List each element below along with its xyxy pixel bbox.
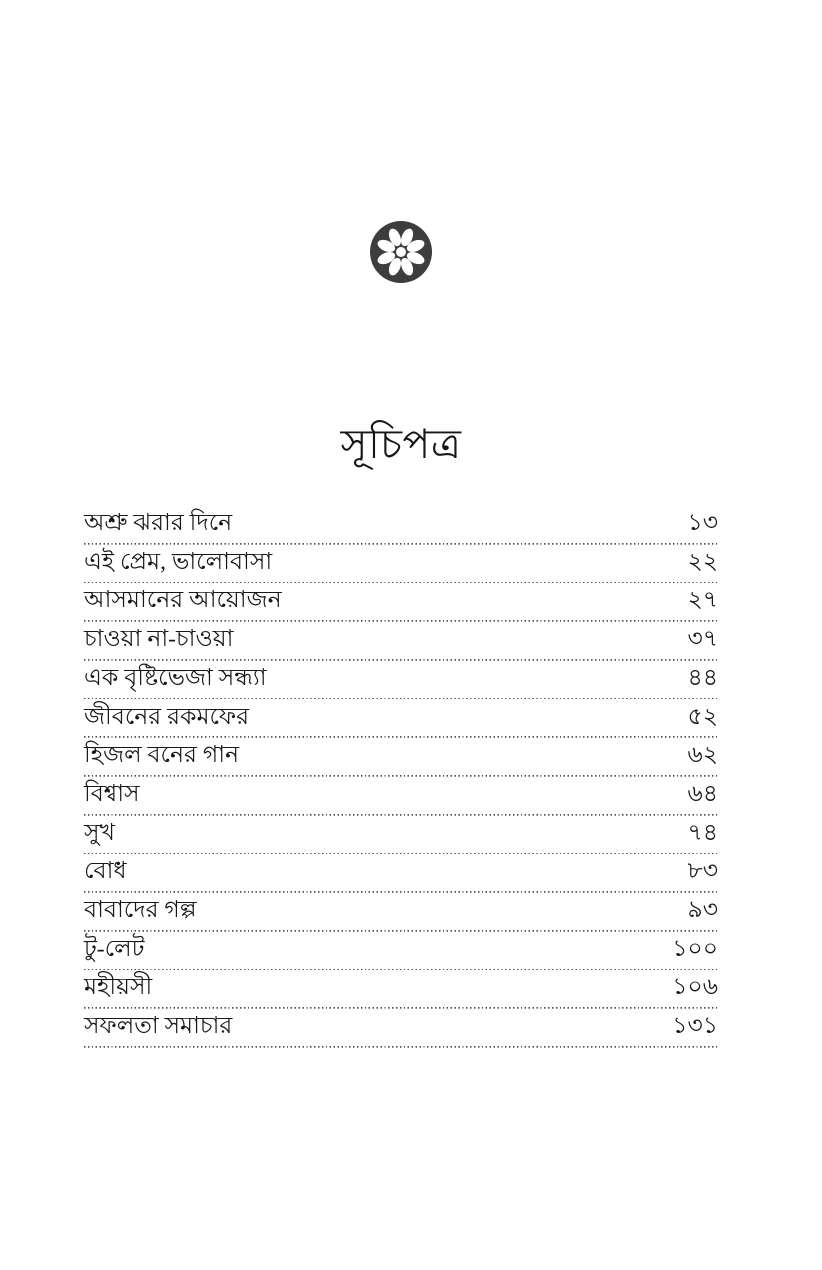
toc-row	[84, 545, 718, 584]
toc-entry-title: অশ্রু ঝরার দিনে	[84, 510, 233, 537]
toc-entry-page-number: ২৭	[687, 587, 718, 614]
toc-row	[84, 777, 718, 816]
toc-entry-page-number: ১০০	[672, 935, 718, 962]
toc-entry-title: চাওয়া না-চাওয়া	[84, 626, 234, 653]
toc-entry-title: বাবাদের গল্প	[84, 896, 197, 923]
toc-entry-page-number: ৩৭	[687, 626, 718, 653]
toc-row	[84, 738, 718, 777]
page-title: সূচিপত্র	[340, 421, 462, 467]
toc-row	[84, 854, 718, 893]
table-of-contents	[84, 506, 718, 1048]
toc-entry-page-number: ৫২	[687, 703, 718, 730]
toc-entry-title: এই প্রেম, ভালোবাসা	[84, 548, 273, 575]
toc-row	[84, 816, 718, 855]
toc-entry-page-number: ৬২	[687, 742, 718, 769]
toc-entry-title: টু-লেট	[84, 935, 145, 962]
toc-entry-title: বিশ্বাস	[84, 780, 140, 807]
toc-entry-title: হিজল বনের গান	[84, 742, 240, 769]
toc-entry-title: সুখ	[84, 819, 115, 846]
toc-entry-page-number: ৯৩	[687, 896, 718, 923]
toc-row	[84, 932, 718, 971]
toc-entry-title: এক বৃষ্টিভেজা সন্ধ্যা	[84, 664, 267, 691]
toc-entry-page-number: ৬৪	[687, 780, 718, 807]
toc-entry-title: সফলতা সমাচার	[84, 1013, 233, 1040]
toc-entry-page-number: ১৩	[687, 510, 718, 537]
toc-entry-page-number: ৪৪	[687, 664, 718, 691]
toc-row	[84, 583, 718, 622]
toc-row	[84, 506, 718, 545]
toc-entry-title: মহীয়সী	[84, 974, 153, 1001]
toc-entry-page-number: ২২	[687, 548, 718, 575]
toc-entry-page-number: ৭৪	[687, 819, 718, 846]
toc-row	[84, 970, 718, 1009]
toc-entry-page-number: ১৩১	[672, 1013, 718, 1040]
toc-entry-page-number: ৮৩	[687, 858, 718, 885]
flower-wheel-ornament-icon	[368, 219, 434, 285]
toc-row	[84, 622, 718, 661]
toc-row	[84, 699, 718, 738]
toc-row	[84, 661, 718, 700]
toc-entry-page-number: ১০৬	[672, 974, 718, 1001]
toc-row	[84, 1009, 718, 1048]
page-content	[84, 0, 718, 1048]
toc-row	[84, 893, 718, 932]
toc-entry-title: জীবনের রকমফের	[84, 703, 250, 730]
toc-entry-title: আসমানের আয়োজন	[84, 587, 282, 614]
toc-entry-title: বোধ	[84, 858, 127, 885]
